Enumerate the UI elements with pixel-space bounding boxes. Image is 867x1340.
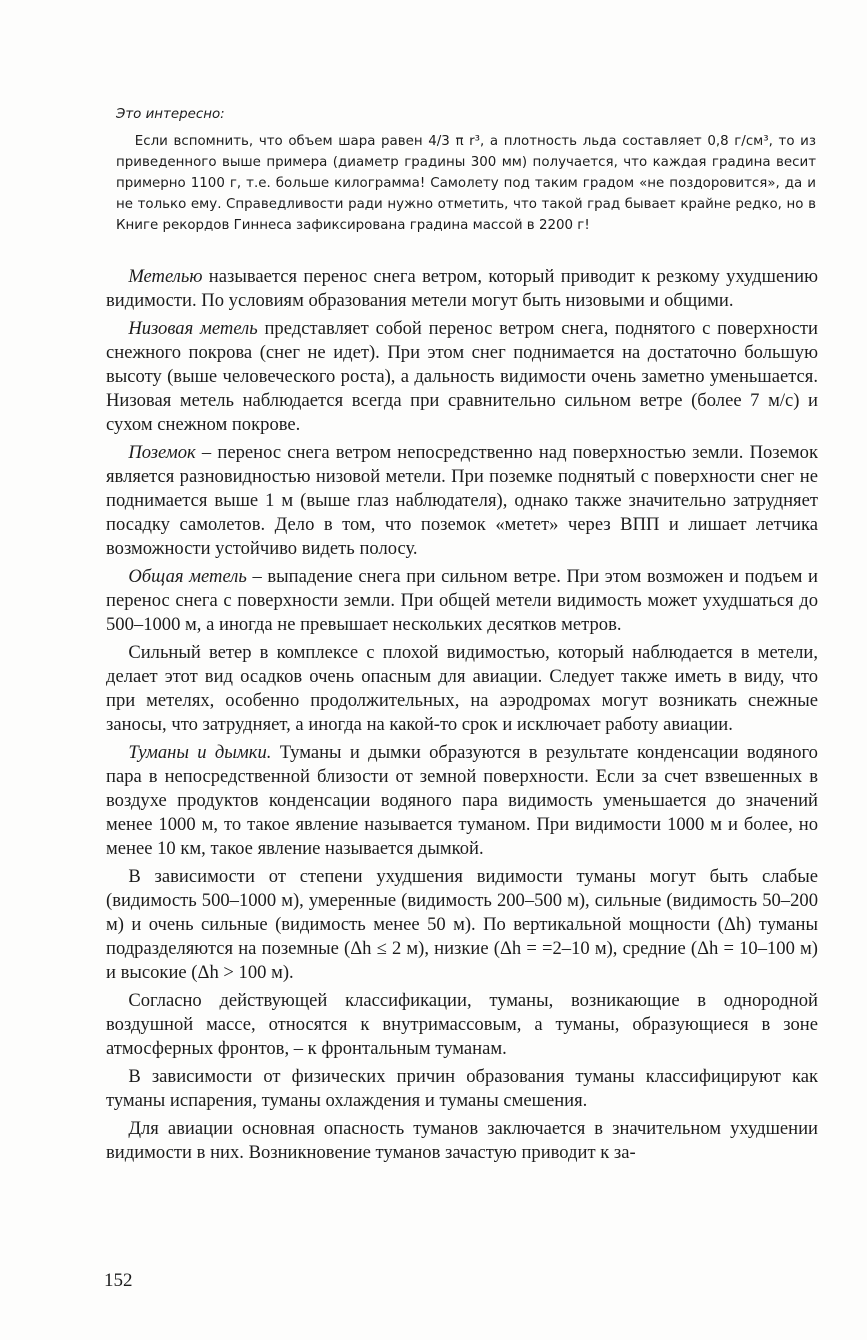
- interesting-fact-heading: Это интересно:: [116, 107, 225, 122]
- term-tumany-i-dymki: Туманы и дымки.: [128, 742, 272, 763]
- paragraph-stepen-uhudsheniya: [106, 865, 818, 985]
- page-number: 152: [104, 1270, 133, 1291]
- paragraph-nizovaya-metel: [106, 317, 818, 437]
- paragraph-text: Туманы и дымки образуются в результате конденсации водяного пара в непосредственной близости от земной поверхности. Если за счет взвешенных в воздухе продуктов конденсации водяного пара видимость уменьшается до значений менее 1000 м, то такое явление называется туманом. При видимости 1000 м и более, но менее 10 км, такое явление называется дымкой.: [106, 742, 818, 859]
- paragraph-text: представляет собой перенос ветром снега, поднятого с поверхности снежного покрова (снег не идет). При этом снег поднимается на достаточно большую высоту (выше человеческого роста), а дальность видимости очень заметно уменьшается. Низовая метель наблюдается всегда при сравнительно сильном ветре (более 7 м/с) и сухом снежном покрове.: [106, 318, 818, 435]
- paragraph-obshchaya-metel: [106, 565, 818, 637]
- paragraph-tumany-i-dymki: [106, 741, 818, 861]
- interesting-fact-text: Если вспомнить, что объем шара равен 4/3 π r³, а плотность льда составляет 0,8 г/см³, то из приведенного выше примера (диаметр градины 300 мм) получается, что каждая градина весит примерно 1100 г, т.е. больше килограмма! Самолету под таким градом «не поздоровится», да и не только ему. Справедливости ради нужно отметить, что такой град бывает крайне редко, но в Книге рекордов Гиннеса зафиксирована градина массой в 2200 г!: [116, 134, 816, 233]
- paragraph-opasnost: [106, 1117, 818, 1165]
- term-nizovaya-metel: Низовая метель: [128, 318, 258, 339]
- paragraph-fizicheskie-prichiny: [106, 1065, 818, 1113]
- paragraph-text: – перенос снега ветром непосредственно над поверхностью земли. Поземок является разновидностью низовой метели. При поземке поднятый с поверхности снег не поднимается выше 1 м (выше глаз наблюдателя), однако также значительно затрудняет посадку самолетов. Дело в том, что поземок «метет» через ВПП и лишает летчика возможности устойчиво видеть полосу.: [106, 442, 818, 559]
- paragraph-text: В зависимости от степени ухудшения видимости туманы могут быть слабые (видимость 500–1000 м), умеренные (видимость 200–500 м), сильные (видимость 50–200 м) и очень сильные (видимость менее 50 м). По вертикальной мощности (Δh) туманы подразделяются на поземные (Δh ≤ 2 м), низкие (Δh = =2–10 м), средние (Δh = 10–100 м) и высокие (Δh > 100 м).: [106, 866, 818, 983]
- paragraph-klassifikaciya: [106, 989, 818, 1061]
- paragraph-pozemok: [106, 441, 818, 561]
- term-pozemok: Поземок: [128, 442, 196, 463]
- paragraph-metel: [106, 265, 818, 313]
- paragraph-silnyi-veter: [106, 641, 818, 737]
- paragraph-text: – выпадение снега при сильном ветре. При этом возможен и подъем и перенос снега с поверхности земли. При общей метели видимость может ухудшаться до 500–1000 м, а иногда не превышает нескольких десятков метров.: [106, 566, 819, 635]
- paragraph-text: Сильный ветер в комплексе с плохой видимостью, который наблюдается в метели, делает этот вид осадков очень опасным для авиации. Следует также иметь в виду, что при метелях, особенно продолжительных, на аэродромах могут возникать снежные заносы, что затрудняет, а иногда на какой-то срок и исключает работу авиации.: [106, 642, 818, 735]
- interesting-fact-box: [116, 104, 816, 236]
- paragraph-text: Согласно действующей классификации, туманы, возникающие в однородной воздушной массе, относятся к внутримассовым, а туманы, образующиеся в зоне атмосферных фронтов, – к фронтальным туманам.: [106, 990, 818, 1059]
- paragraph-text: называется перенос снега ветром, который приводит к резкому ухудшению видимости. По условиям образования метели могут быть низовыми и общими.: [106, 266, 818, 311]
- paragraph-text: Для авиации основная опасность туманов заключается в значительном ухудшении видимости в них. Возникновение туманов зачастую приводит к за-: [106, 1118, 818, 1163]
- term-obshchaya-metel: Общая метель: [128, 566, 247, 587]
- paragraph-text: В зависимости от физических причин образования туманы классифицируют как туманы испарения, туманы охлаждения и туманы смешения.: [106, 1066, 818, 1111]
- main-text: [106, 265, 818, 1165]
- term-metel: Метелью: [128, 266, 203, 287]
